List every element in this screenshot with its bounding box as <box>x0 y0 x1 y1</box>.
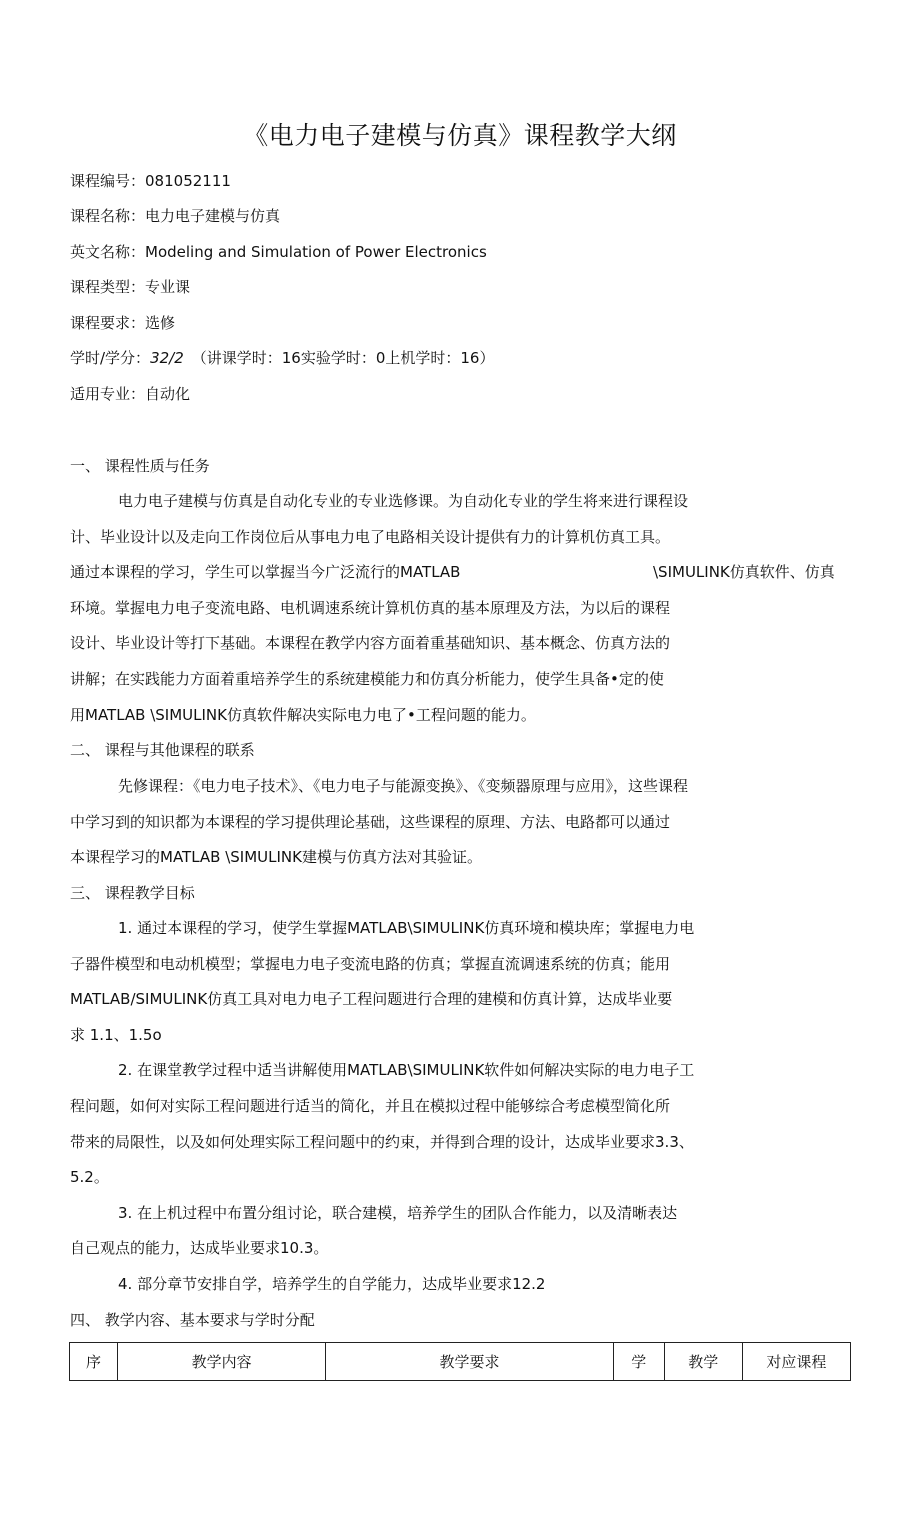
section-1-line: \SIMULINK仿真软件、仿真 <box>653 563 835 581</box>
course-requirement-label: 课程要求： <box>70 314 146 332</box>
english-name: Modeling and Simulation of Power Electronics <box>145 243 487 261</box>
section-2-heading: 二、 课程与其他课程的联系 <box>70 741 255 759</box>
table-header-cell: 对应课程 <box>742 1343 850 1381</box>
course-type-line <box>70 277 190 297</box>
section-1-line: 电力电子建模与仿真是自动化专业的专业选修课。为自动化专业的学生将来进行课程设 <box>118 492 689 510</box>
section-3-line: 2. 在课堂教学过程中适当讲解使用MATLAB\SIMULINK软件如何解决实际的电力电子工 <box>118 1061 695 1079</box>
table-header-cell: 教学要求 <box>326 1343 613 1381</box>
section-1-line: 计、毕业设计以及走向工作岗位后从事电力电了电路相关设计提供有力的计算机仿真工具。 <box>70 528 671 546</box>
section-1-line: 设计、毕业设计等打下基础。本课程在教学内容方面着重基础知识、基本概念、仿真方法的 <box>70 634 671 652</box>
section-2-line: 中学习到的知识都为本课程的学习提供理论基础，这些课程的原理、方法、电路都可以通过 <box>70 813 671 831</box>
teaching-content-table <box>69 1342 851 1381</box>
hours-credits-line <box>70 348 494 368</box>
section-3-line: 带来的局限性，以及如何处理实际工程问题中的约束，并得到合理的设计，达成毕业要求3.3、 <box>70 1133 694 1151</box>
hours-credits-label: 学时/学分： <box>70 349 151 367</box>
applicable-major: 自动化 <box>145 385 191 403</box>
section-3-line: MATLAB/SIMULINK仿真工具对电力电子工程问题进行合理的建模和仿真计算，达成毕业要 <box>70 990 673 1008</box>
course-name-line <box>70 206 280 226</box>
hours-credits-value: 32/2 <box>150 349 184 367</box>
section-3-line: 4. 部分章节安排自学，培养学生的自学能力，达成毕业要求12.2 <box>118 1275 546 1293</box>
section-3-line: 求 1.1、1.5o <box>70 1026 162 1044</box>
section-4-heading: 四、 教学内容、基本要求与学时分配 <box>70 1311 315 1329</box>
section-2-line: 先修课程：《电力电子技术》、《电力电子与能源变换》、《变频器原理与应用》，这些课程 <box>118 777 689 795</box>
course-requirement: 选修 <box>145 314 176 332</box>
section-3-line: 5.2。 <box>70 1168 109 1186</box>
course-type: 专业课 <box>145 278 191 296</box>
document-title: 《电力电子建模与仿真》课程教学大纲 <box>243 121 677 150</box>
section-2-line: 本课程学习的MATLAB \SIMULINK建模与仿真方法对其验证。 <box>70 848 482 866</box>
table-header-cell: 学 <box>613 1343 664 1381</box>
course-code-line <box>70 171 231 191</box>
section-3-line: 1. 通过本课程的学习，使学生掌握MATLAB\SIMULINK仿真环境和模块库；掌握电力电 <box>118 919 695 937</box>
section-3-line: 程问题，如何对实际工程问题进行适当的简化，并且在模拟过程中能够综合考虑模型简化所 <box>70 1097 671 1115</box>
applicable-major-line <box>70 384 190 404</box>
table-header-row <box>70 1343 851 1381</box>
course-code: 081052111 <box>145 172 231 190</box>
table-header-cell: 教学内容 <box>118 1343 326 1381</box>
section-3-line: 自己观点的能力，达成毕业要求10.3。 <box>70 1239 329 1257</box>
course-type-label: 课程类型： <box>70 278 146 296</box>
table-header-cell: 教学 <box>664 1343 742 1381</box>
section-1-line: 通过本课程的学习，学生可以掌握当今广泛流行的MATLAB <box>70 563 461 581</box>
table-header-cell: 序 <box>70 1343 118 1381</box>
english-name-line <box>70 242 487 262</box>
section-1-heading: 一、 课程性质与任务 <box>70 457 210 475</box>
english-name-label: 英文名称： <box>70 243 146 261</box>
hours-detail: （讲课学时：16实验学时：0上机学时：16） <box>191 349 495 367</box>
section-1-line: 用MATLAB \SIMULINK仿真软件解决实际电力电了•工程问题的能力。 <box>70 706 536 724</box>
section-3-line: 3. 在上机过程中布置分组讨论，联合建模，培养学生的团队合作能力，以及清晰表达 <box>118 1204 678 1222</box>
applicable-major-label: 适用专业： <box>70 385 146 403</box>
section-3-heading: 三、 课程教学目标 <box>70 884 195 902</box>
section-1-line: 讲解；在实践能力方面着重培养学生的系统建模能力和仿真分析能力，使学生具备•定的使 <box>70 670 664 688</box>
course-name: 电力电子建模与仿真 <box>145 207 281 225</box>
section-1-line: 环境。掌握电力电子变流电路、电机调速系统计算机仿真的基本原理及方法，为以后的课程 <box>70 599 671 617</box>
course-code-label: 课程编号： <box>70 172 146 190</box>
course-requirement-line <box>70 313 175 333</box>
course-name-label: 课程名称： <box>70 207 146 225</box>
section-3-line: 子器件模型和电动机模型；掌握电力电子变流电路的仿真；掌握直流调速系统的仿真；能用 <box>70 955 671 973</box>
